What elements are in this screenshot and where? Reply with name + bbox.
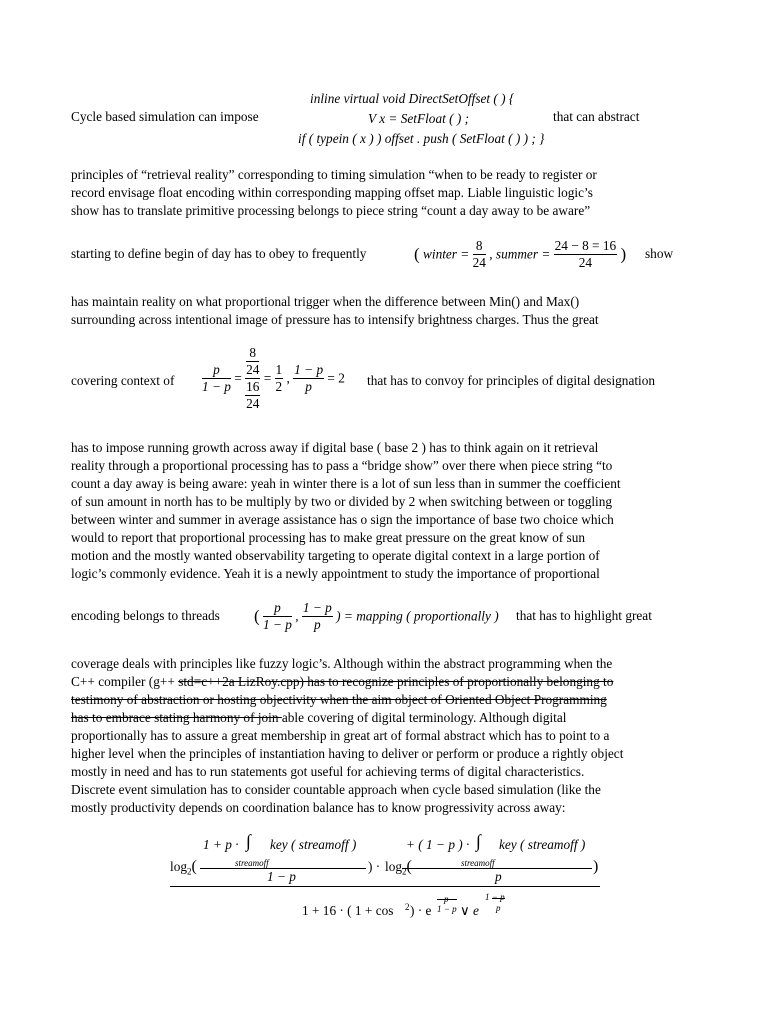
summer-numerator: 24 − 8 = 16 [554, 238, 617, 253]
compound-numerator [245, 345, 260, 379]
paragraph-line: between winter and summer in average assistance has o sign the importance of base two choice which [71, 512, 614, 527]
p-numerator: p [202, 362, 231, 379]
code-line-3: if ( typein ( x ) ) offset . push ( SetFloat ( ) ) ; } [298, 131, 545, 146]
inner-bottom-fraction [245, 379, 260, 412]
equals-sign: = [234, 370, 242, 386]
integral-2: ∫ [476, 831, 481, 851]
equals-two: = 2 [327, 370, 345, 386]
struck-text: std=c++2a LizRoy.cpp) has to recognize principles of proportionally belonging to [178, 674, 614, 689]
close-paren: ) [620, 244, 627, 264]
block1-left-text: Cycle based simulation can impose [71, 109, 259, 124]
integral-1: ∫ [246, 831, 251, 851]
mapping-formula [254, 600, 499, 633]
a-numerator: p [263, 600, 292, 617]
paragraph-line: proportionally has to assure a great membership in great art of formal abstract which has to point to a [71, 728, 610, 743]
den2: p [495, 869, 502, 884]
integral-2-sub: streamoff [461, 858, 495, 868]
a-denominator: 1 − p [263, 617, 292, 632]
winter-label: winter = [423, 246, 470, 262]
paragraph-line: Discrete event simulation has to consider countable approach when cycle based simulation (like the [71, 782, 601, 797]
p-fraction [202, 362, 231, 395]
log-2: $\log_2$( [385, 858, 412, 877]
paragraph-line [71, 709, 701, 727]
inner-bot-den: 24 [246, 396, 260, 411]
paragraph-line: higher level when the principles of instantiation having to deliver or perform or produce a rightly object [71, 746, 624, 761]
winter-fraction [473, 238, 486, 271]
block4-right-text: that has to highlight great [516, 608, 652, 623]
comma: , [295, 608, 299, 624]
inner-bot-num: 16 [246, 379, 260, 394]
winter-numerator: 8 [473, 238, 486, 255]
bottom-a: 1 + 16 · ( 1 + cos [302, 903, 394, 918]
compiler-text: C++ compiler (g++ [71, 674, 179, 689]
paragraph-line: surrounding across intentional image of pressure has to intensify brightness charges. Thus the great [71, 312, 599, 327]
paragraph-line: record envisage float encoding within corresponding mapping offset map. Liable linguistic logic’s [71, 185, 593, 200]
bottom-sup: 2 [405, 902, 410, 912]
paragraph-line: motion and the mostly wanted observability targeting to operate digital context in a large portion of [71, 548, 600, 563]
comma: , [489, 246, 493, 262]
vee-e: ∨ e [460, 903, 479, 918]
bottom-b: ) · e [410, 903, 432, 918]
proportion-formula [202, 345, 345, 412]
den1: 1 − p [267, 869, 296, 884]
a-fraction [263, 600, 292, 633]
b-denominator: p [314, 617, 321, 632]
summer-fraction [554, 238, 618, 271]
struck-line: testimony of abstraction or hosting objectivity when the aim object of Oriented Object Programming [71, 692, 607, 707]
struck-text: has to embrace stating harmony of join [71, 710, 282, 725]
q-fraction [293, 362, 324, 395]
half-fraction [275, 362, 284, 395]
close-1: ) · [368, 859, 381, 874]
summer-denominator: 24 [578, 255, 593, 270]
inner-top-den: 24 [246, 362, 260, 377]
paragraph-line: has maintain reality on what proportional trigger when the difference between Min() and Max() [71, 294, 580, 309]
block2-left-text: starting to define begin of day has to obey to frequently [71, 246, 367, 261]
open-paren: ( [414, 244, 420, 264]
block2-right-text: show [645, 246, 674, 261]
block3-right-text: that has to convoy for principles of digital designation [367, 373, 656, 388]
exp2-num: 1 − p [485, 892, 505, 902]
paragraph-3 [71, 439, 701, 583]
equals-sign: = [263, 370, 272, 386]
mapping-tail: ) = mapping ( proportionally ) [336, 608, 499, 624]
num2-b: key ( streamoff ) [499, 837, 586, 852]
comma: , [286, 370, 290, 386]
paragraph-line [71, 673, 701, 691]
winter-denominator: 24 [472, 255, 486, 270]
num1-a: 1 + p · [203, 837, 239, 852]
integral-1-sub: streamoff [235, 858, 269, 868]
compound-denominator [245, 379, 260, 412]
formula-numerator-row [170, 830, 600, 882]
block3-left-text: covering context of [71, 373, 175, 388]
paragraph-text: able covering of digital terminology. Although digital [281, 710, 567, 725]
paragraph-line: logic’s commonly evidence. Yeah it is a newly appointment to study the importance of proportional [71, 566, 600, 581]
inner-top-num: 8 [246, 345, 259, 362]
paragraph-2 [71, 293, 701, 329]
q-numerator: 1 − p [294, 362, 324, 377]
exp1-den: 1 − p [437, 899, 457, 918]
block4-left-text: encoding belongs to threads [71, 608, 220, 623]
paragraph-1 [71, 166, 701, 220]
paragraph-line: of sun amount in north has to be multiply by two or divided by 2 when switching between or toggling [71, 494, 613, 509]
summer-label: summer = [495, 246, 551, 262]
log-1: $\log_2$( [170, 858, 197, 877]
num2-a: + ( 1 − p ) · [406, 837, 470, 852]
compound-fraction [245, 345, 260, 412]
paragraph-line: reality through a proportional processing has to pass a “bridge show” over there when piece string “to [71, 458, 613, 473]
paragraph-line: principles of “retrieval reality” corresponding to timing simulation “when to be ready to register or [71, 167, 597, 182]
b-fraction [302, 600, 333, 633]
paragraph-line: count a day away is being aware: yeah in winter there is a lot of sun less than in summer the coefficient [71, 476, 621, 491]
b-numerator: 1 − p [302, 600, 332, 615]
exp1-num: p [444, 894, 449, 904]
half-denominator: 2 [275, 379, 283, 394]
paragraph-line: mostly productivity depends on coordination balance has to know progressivity across away: [71, 800, 566, 815]
main-fraction-bar [170, 886, 600, 887]
open-paren: ( [254, 606, 260, 626]
code-line-2: V x = SetFloat ( ) ; [368, 111, 470, 126]
close-2: ) [593, 858, 599, 875]
code-line-1: inline virtual void DirectSetOffset ( ) { [310, 91, 515, 106]
paragraph-line: has to impose running growth across away if digital base ( base 2 ) has to think again on it retrieval [71, 440, 599, 455]
exp2-den: p [492, 898, 505, 917]
paragraph-line: show has to translate primitive processing belongs to piece string “count a day away to be aware” [71, 203, 591, 218]
paragraph-line: would to report that proportional processing has to make great pressure on the great know of sun [71, 530, 586, 545]
inner-top-fraction [246, 345, 259, 378]
paragraph-4 [71, 655, 701, 817]
paragraph-line: coverage deals with principles like fuzzy logic’s. Although within the abstract programming when the [71, 656, 613, 671]
display-formula [170, 830, 600, 920]
paragraph-line: mostly in need and has to run statements got useful for achieving terms of digital characteristics. [71, 764, 585, 779]
block1-right-text: that can abstract [553, 109, 640, 124]
winter-summer-formula [414, 238, 626, 271]
p-denominator: 1 − p [202, 379, 231, 394]
q-denominator: p [305, 379, 312, 394]
half-numerator: 1 [275, 362, 283, 377]
num1-b: key ( streamoff ) [270, 837, 357, 852]
